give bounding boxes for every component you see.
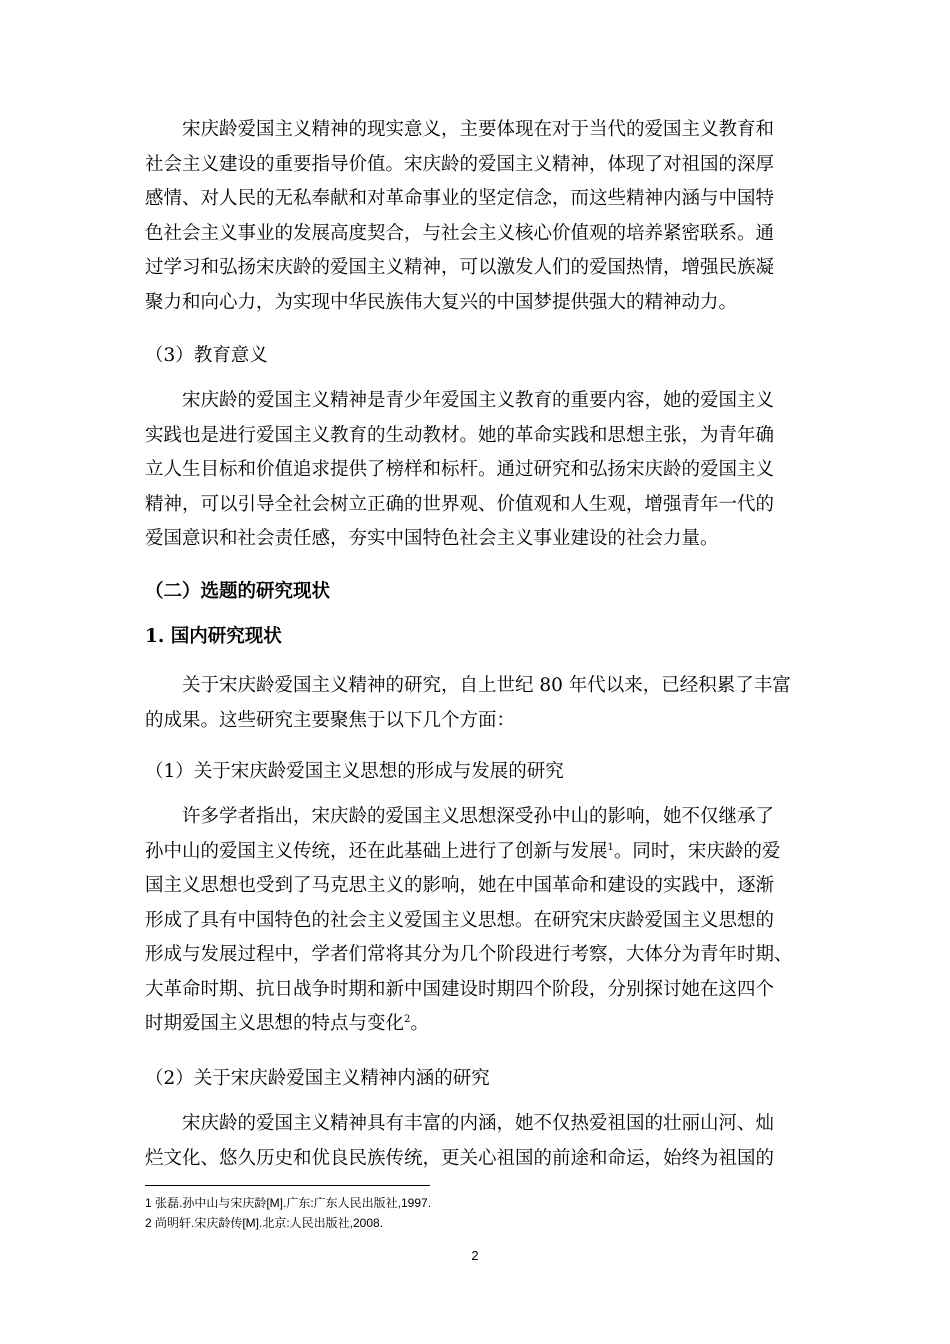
text-line: 国主义思想也受到了马克思主义的影响，她在中国革命和建设的实践中，逐渐 xyxy=(145,875,775,896)
text-line xyxy=(145,835,817,870)
text-line: 烂文化、悠久历史和优良民族传统，更关心祖国的前途和命运，始终为祖国的 xyxy=(145,1147,775,1169)
text-line: 立人生目标和价值追求提供了榜样和标杆。通过研究和弘扬宋庆龄的爱国主义 xyxy=(145,459,775,480)
footnote-2: 2 尚明轩.宋庆龄传[M].北京:人民出版社,2008. xyxy=(145,1216,384,1230)
text-line: 感情、对人民的无私奉献和对革命事业的坚定信念，而这些精神内涵与中国特 xyxy=(145,188,775,209)
text-line: 过学习和弘扬宋庆龄的爱国主义精神，可以激发人们的爱国热情，增强民族凝 xyxy=(145,257,775,278)
text-line: 许多学者指出，宋庆龄的爱国主义思想深受孙中山的影响，她不仅继承了 xyxy=(182,806,775,827)
heading-formation-development: （1）关于宋庆龄爱国主义思想的形成与发展的研究 xyxy=(145,761,564,782)
text-segment: 。 xyxy=(410,1013,429,1034)
text-segment: 孙中山的爱国主义传统，还在此基础上进行了创新与发展 xyxy=(145,840,608,862)
footnote-1: 1 张磊.孙中山与宋庆龄[M].广东:广东人民出版社,1997. xyxy=(145,1196,432,1210)
text-line: 形成了具有中国特色的社会主义爱国主义思想。在研究宋庆龄爱国主义思想的 xyxy=(145,909,775,931)
paragraph-education-significance xyxy=(145,384,817,557)
paragraph-connotation xyxy=(145,1107,817,1176)
text-line: 宋庆龄的爱国主义精神是青少年爱国主义教育的重要内容，她的爱国主义 xyxy=(182,390,775,411)
text-line: 大革命时期、抗日战争时期和新中国建设时期四个阶段，分别探讨她在这四个 xyxy=(145,978,775,1000)
paragraph-formation-development xyxy=(145,800,817,1042)
page-number: 2 xyxy=(471,1248,479,1263)
text-line: 实践也是进行爱国主义教育的生动教材。她的革命实践和思想主张，为青年确 xyxy=(145,424,775,446)
text-line: 精神，可以引导全社会树立正确的世界观、价值观和人生观，增强青年一代的 xyxy=(145,493,775,515)
text-line: 关于宋庆龄爱国主义精神的研究，自上世纪 80 年代以来，已经积累了丰富 xyxy=(182,675,791,696)
text-line: 的成果。这些研究主要聚焦于以下几个方面： xyxy=(145,709,516,731)
footnote-separator xyxy=(145,1185,430,1186)
text-line: 聚力和向心力，为实现中华民族伟大复兴的中国梦提供强大的精神动力。 xyxy=(145,291,738,313)
text-line: 社会主义建设的重要指导价值。宋庆龄的爱国主义精神，体现了对祖国的深厚 xyxy=(145,153,775,175)
heading-connotation: （2）关于宋庆龄爱国主义精神内涵的研究 xyxy=(145,1068,490,1089)
subsection-heading-domestic: 1. 国内研究现状 xyxy=(145,626,282,647)
text-segment: 时期爱国主义思想的特点与变化 xyxy=(145,1013,405,1034)
text-line: 色社会主义事业的发展高度契合，与社会主义核心价值观的培养紧密联系。通 xyxy=(145,222,775,244)
text-line xyxy=(145,1007,817,1042)
footnote-ref-1[interactable]: 1 xyxy=(607,841,614,853)
text-line: 宋庆龄爱国主义精神的现实意义，主要体现在对于当代的爱国主义教育和 xyxy=(182,119,775,140)
text-line: 宋庆龄的爱国主义精神具有丰富的内涵，她不仅热爱祖国的壮丽山河、灿 xyxy=(182,1113,775,1134)
text-segment: 。同时，宋庆龄的爱 xyxy=(613,840,781,862)
paragraph-domestic-intro xyxy=(145,669,817,738)
text-line: 爱国意识和社会责任感，夯实中国特色社会主义事业建设的社会力量。 xyxy=(145,528,719,549)
heading-education-significance: （3）教育意义 xyxy=(145,345,268,366)
footnote-ref-2[interactable]: 2 xyxy=(404,1013,411,1025)
text-line: 形成与发展过程中，学者们常将其分为几个阶段进行考察，大体分为青年时期、 xyxy=(145,944,793,965)
paragraph-practical-significance xyxy=(145,113,817,320)
section-heading-research-status: （二）选题的研究现状 xyxy=(145,581,331,602)
